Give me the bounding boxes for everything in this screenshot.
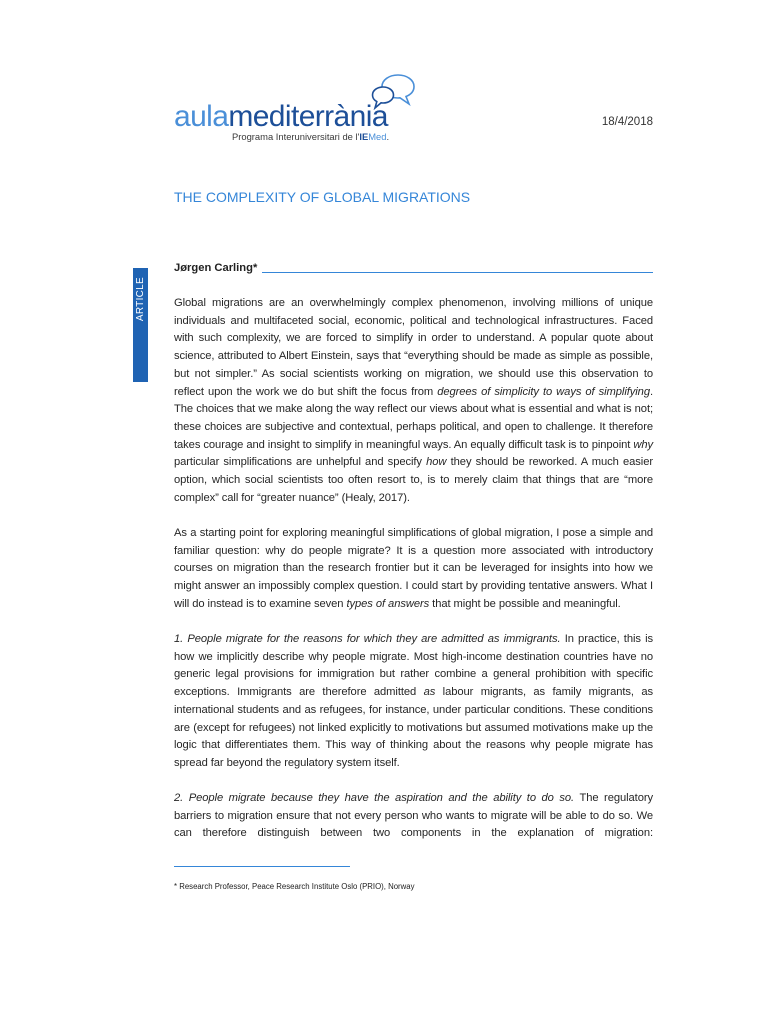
text-run: . The choices that we make along the way reflect our views about what is essential and what is not; these choices are subjective and contextual, perhaps political, and open to challenge. It therefore takes courage and insight to simplify in meaningful ways. An equally difficult task is to pinpoint [174,385,653,451]
logo-subtitle-brand-strong: IE [359,131,369,142]
author-name: Jørgen Carling* [174,262,258,274]
italic-text-run: as [423,686,436,699]
article-title: THE COMPLEXITY OF GLOBAL MIGRATIONS [174,189,471,205]
text-run: that might be possible and meaningful. [429,597,621,610]
author-divider [262,272,653,273]
logo-mediterrania: mediterrània [228,100,388,133]
section-tab [133,268,148,382]
body-paragraph-3 [174,631,653,773]
italic-text-run: why [633,438,653,451]
body-paragraph-4 [174,790,653,843]
section-tab-label: ARTICLE [135,277,146,322]
text-run: Global migrations are an overwhelmingly complex phenomenon, involving millions of unique individuals and multifaceted social, economic, political and technological infrastructures. Faced with such complexity, we are forced to simplify in order to understand. A popular quote about science, attributed to Albert Einstein, says that “everything should be made as simple as possible, but not simpler.” As social scientists working on migration, we should use this observation to reflect upon the work we do but shift the focus from [174,297,653,398]
logo-subtitle-brand: Med [368,131,387,142]
footnote: * Research Professor, Peace Research Institute Oslo (PRIO), Norway [174,882,415,891]
text-run: they should be reworked. A much easier option, which social scientists too often resort to, is to merely claim that things that are “more complex” call for “greater nuance” (Healy, 2017). [174,456,653,504]
body-paragraph-2 [174,525,653,614]
logo-aula: aula [174,100,229,133]
italic-text-run: degrees of simplicity to ways of simplifying [437,385,650,398]
text-run: In practice, this is how we implicitly describe why people migrate. Most high-income destination countries have no generic legal provisions for immigration but rather combine a general prohibition with specific exceptions. Immigrants are therefore admitted [174,633,654,699]
italic-text-run: how [426,456,447,469]
logo-subtitle [232,131,389,142]
italic-text-run: types of answers [346,597,430,610]
logo-subtitle-text: Programa Interuniversitari de l' [232,131,360,142]
logo-wordmark [174,102,388,132]
text-run: particular simplifications are unhelpful and specify [174,456,427,469]
body-paragraph-1 [174,295,653,507]
italic-text-run: 1. People migrate for the reasons for which they are admitted as immigrants. [174,633,561,645]
publication-date: 18/4/2018 [601,116,653,128]
footnote-divider [174,866,350,867]
italic-text-run: 2. People migrate because they have the aspiration and the ability to do so. [174,792,575,804]
logo-subtitle-suffix: . [386,131,390,142]
text-run: As a starting point for exploring meaningful simplifications of global migration, I pose a simple and familiar question: why do people migrate? It is a question more associated with introductory courses on migration than the research frontier but it can be leveraged for insights into how we might answer an impossibly complex question. I could start by providing tentative answers. What I will do instead is to examine seven [174,527,653,610]
text-run: labour migrants, as family migrants, as international students and as refugees, for instance, under particular conditions. These conditions are (except for refugees) not linked explicitly to motivations but assumed motivations make up the logic that differentiates them. This way of thinking about the reasons why people migrate has spread far beyond the regulatory system itself. [174,686,653,769]
text-run: The regulatory barriers to migration ensure that not every person who wants to migrate will be able to do so. We can therefore distinguish between two components in the explanation of migration: [174,792,653,840]
